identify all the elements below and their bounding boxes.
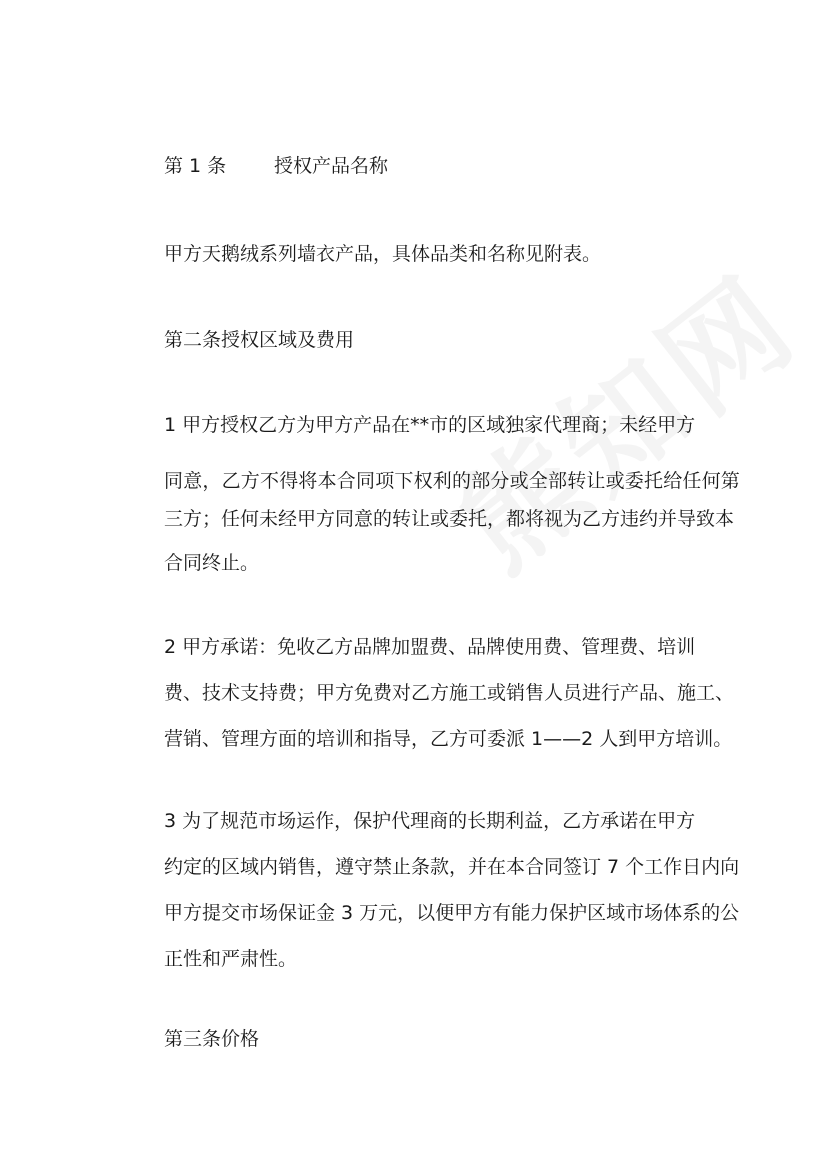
clause-3-line-4: 正性和严肃性。 [164, 948, 298, 970]
clause-3-line-1: 3 为了规范市场运作，保护代理商的长期利益，乙方承诺在甲方 [164, 810, 696, 832]
clause-1-line-1: 1 甲方授权乙方为甲方产品在**市的区域独家代理商；未经甲方 [164, 414, 696, 436]
article-1-heading [164, 142, 724, 190]
clause-2-line-1: 2 甲方承诺：免收乙方品牌加盟费、品牌使用费、管理费、培训 [164, 636, 696, 658]
article-2-heading: 第二条授权区域及费用 [164, 329, 355, 351]
clause-1-line-3: 三方；任何未经甲方同意的转让或委托，都将视为乙方违约并导致本 [164, 508, 735, 530]
article-1-title: 授权产品名称 [274, 155, 389, 177]
clause-2-line-3: 营销、管理方面的培训和指导，乙方可委派 1——2 人到甲方培训。 [164, 728, 733, 750]
article-3-heading: 第三条价格 [164, 1028, 260, 1050]
article-1-body: 甲方天鹅绒系列墙衣产品，具体品类和名称见附表。 [164, 243, 602, 265]
article-1-number: 第 1 条 [164, 155, 227, 177]
clause-1-line-4: 合同终止。 [164, 552, 260, 574]
clause-1-line-2: 同意，乙方不得将本合同项下权利的部分或全部转让或委托给任何第 [164, 470, 741, 492]
clause-2-line-2: 费、技术支持费；甲方免费对乙方施工或销售人员进行产品、施工、 [164, 682, 735, 704]
clause-3-line-3: 甲方提交市场保证金 3 万元，以便甲方有能力保护区域市场体系的公 [164, 902, 740, 924]
clause-3-line-2: 约定的区域内销售，遵守禁止条款，并在本合同签订 7 个工作日内向 [164, 856, 740, 878]
